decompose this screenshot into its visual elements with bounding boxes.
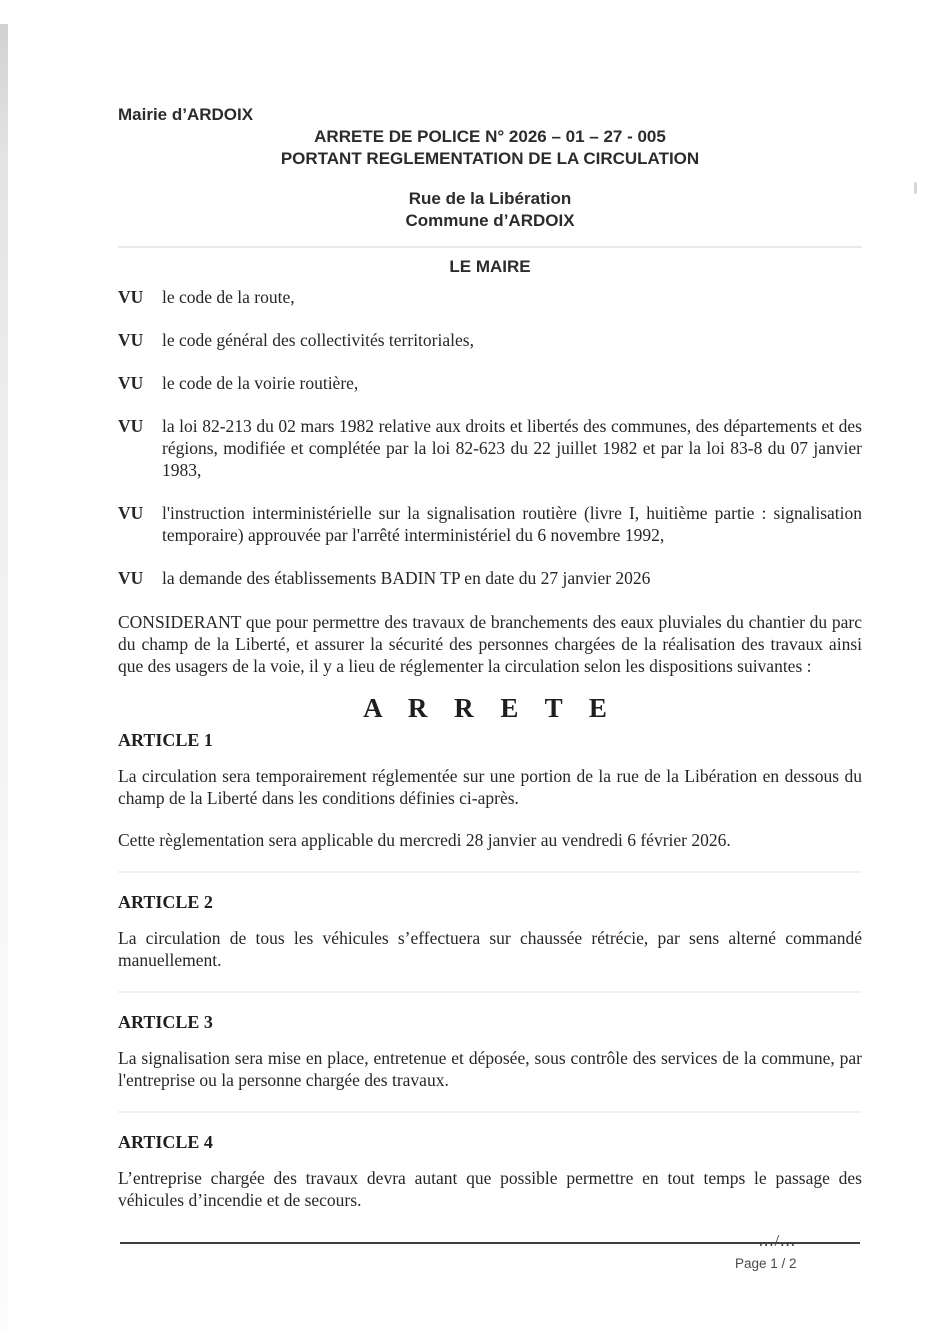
vu-list: [118, 286, 862, 589]
article-section: [118, 1011, 862, 1091]
article-heading: ARTICLE 2: [118, 892, 213, 912]
vu-item: [118, 329, 862, 351]
vu-label: VU: [118, 568, 144, 588]
document-content: [118, 104, 862, 1251]
vu-item: [118, 415, 862, 481]
vu-item: [118, 286, 862, 308]
article-paragraph: La circulation sera temporairement réglementée sur une portion de la rue de la Libération en dessous du champ de la Liberté dans les conditions définies ci-après.: [118, 766, 862, 808]
article-heading: ARTICLE 4: [118, 1132, 213, 1152]
arrete-heading: A R R E T E: [363, 693, 617, 723]
vu-item: [118, 567, 862, 589]
articles-section: [118, 729, 862, 1211]
vu-label: VU: [118, 373, 144, 393]
vu-text: le code de la voirie routière,: [162, 373, 359, 393]
scan-artifact-line: [118, 871, 862, 873]
scan-scratch-artifact: [914, 182, 917, 194]
vu-label: VU: [118, 416, 144, 436]
vu-text: la loi 82-213 du 02 mars 1982 relative aux droits et libertés des communes, des départements et des régions, modifiée et complétée par la loi 82-623 du 22 juillet 1982 et par la loi 83-8 du 07 janvier 1983,: [162, 416, 862, 480]
vu-text: le code général des collectivités territoriales,: [162, 330, 474, 350]
vu-text: l'instruction interministérielle sur la signalisation routière (livre I, huitième partie : signalisation temporaire) approuvée par l'arrêté interministériel du 6 novembre 1992,: [162, 503, 862, 545]
scan-edge-artifact: [0, 24, 8, 1330]
decree-title-line1: ARRETE DE POLICE N° 2026 – 01 – 27 - 005: [314, 127, 666, 146]
vu-item: [118, 502, 862, 546]
footer-rule: [120, 1242, 860, 1244]
location-block: [118, 188, 862, 232]
article-paragraph: La signalisation sera mise en place, entretenue et déposée, sous contrôle des services de la commune, par l'entreprise ou la personne chargée des travaux.: [118, 1048, 862, 1090]
scan-artifact-line: [118, 991, 862, 993]
article-paragraph: La circulation de tous les véhicules s’effectuera sur chaussée rétrécie, par sens alterné commandé manuellement.: [118, 928, 862, 970]
continuation-mark: .../...: [758, 1231, 796, 1250]
authority-title: LE MAIRE: [449, 257, 531, 276]
article-heading: ARTICLE 3: [118, 1012, 213, 1032]
article-paragraph: Cette règlementation sera applicable du mercredi 28 janvier au vendredi 6 février 2026.: [118, 830, 731, 850]
vu-text: le code de la route,: [162, 287, 295, 307]
page-number-label: Page 1 / 2: [735, 1256, 797, 1271]
vu-label: VU: [118, 287, 144, 307]
issuing-office: Mairie d’ARDOIX: [118, 105, 254, 124]
vu-text: la demande des établissements BADIN TP en date du 27 janvier 2026: [162, 568, 651, 588]
article-paragraph: L’entreprise chargée des travaux devra autant que possible permettre en tout temps le passage des véhicules d’incendie et de secours.: [118, 1168, 862, 1210]
vu-item: [118, 372, 862, 394]
article-section: [118, 891, 862, 971]
vu-label: VU: [118, 330, 144, 350]
article-section: [118, 1131, 862, 1211]
scan-artifact-line: [118, 1111, 862, 1113]
vu-label: VU: [118, 503, 144, 523]
considerant-paragraph: CONSIDERANT que pour permettre des travaux de branchements des eaux pluviales du chantier du parc du champ de la Liberté, et assurer la sécurité des personnes chargées de la réalisation des travaux ainsi que des usagers de la voie, il y a lieu de réglementer la circulation selon les dispositions suivantes :: [118, 612, 862, 676]
article-section: [118, 729, 862, 851]
scan-artifact-line: [118, 246, 862, 248]
decree-title-line2: PORTANT REGLEMENTATION DE LA CIRCULATION: [280, 149, 700, 168]
article-heading: ARTICLE 1: [118, 730, 213, 750]
commune-name: Commune d’ARDOIX: [405, 211, 575, 230]
street-name: Rue de la Libération: [408, 189, 572, 208]
